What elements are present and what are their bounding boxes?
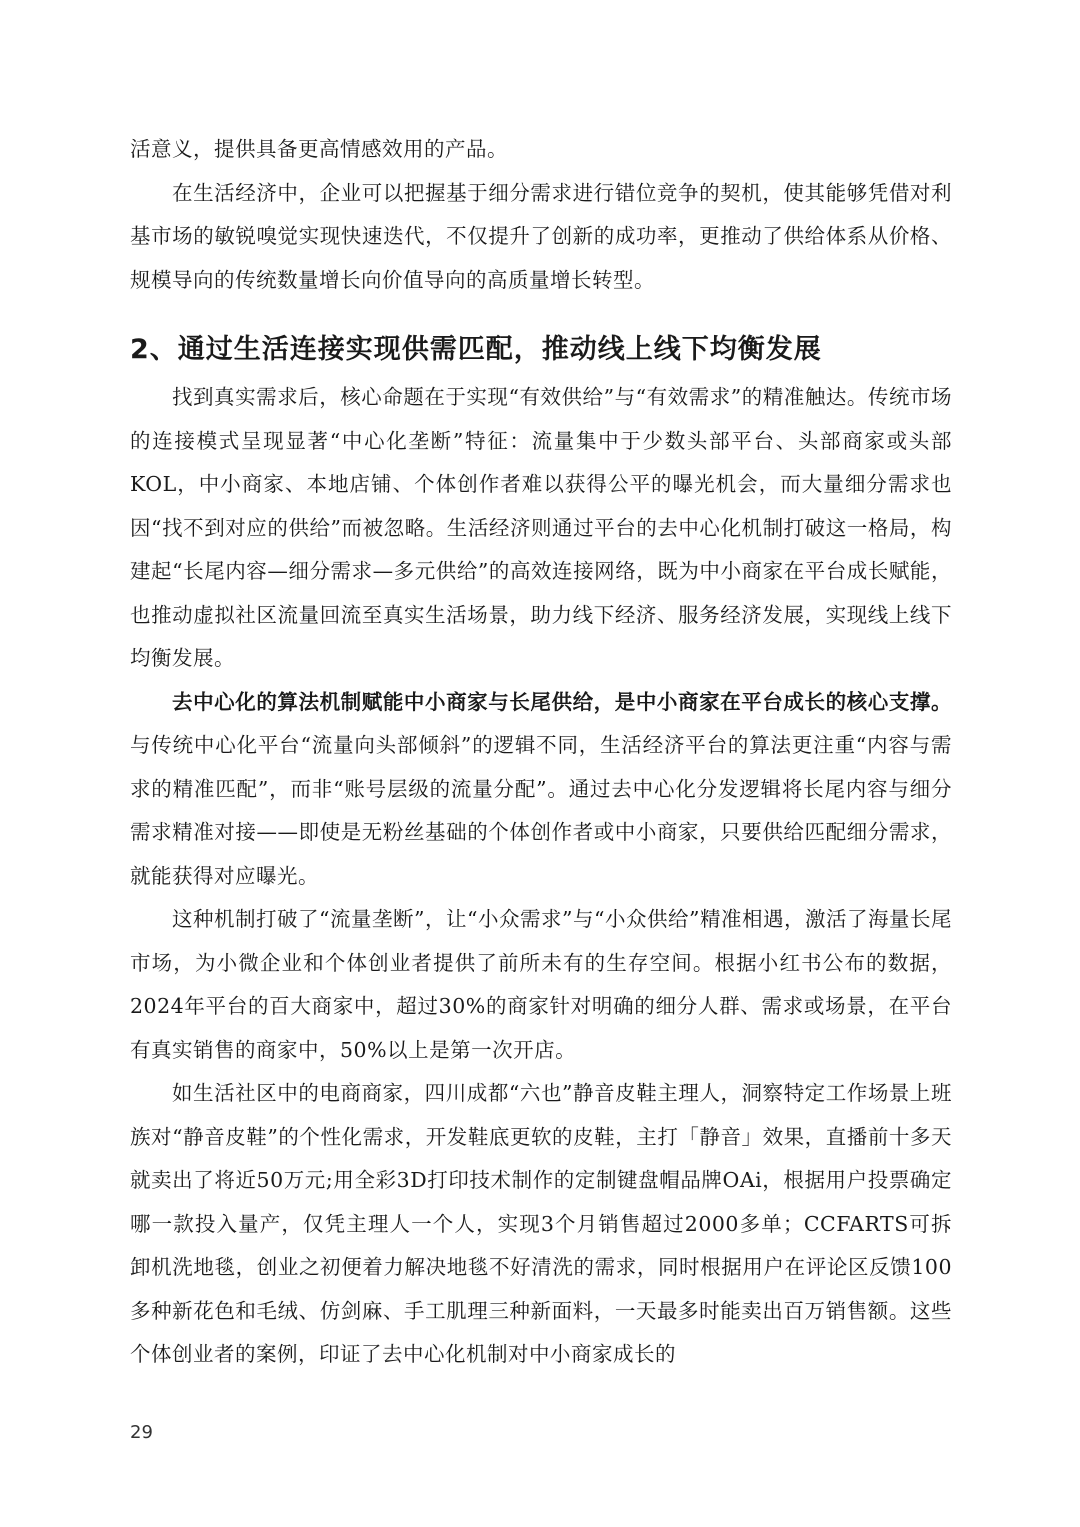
paragraph-body-text: 与传统中心化平台“流量向头部倾斜”的逻辑不同，生活经济平台的算法更注重“内容与需求的精准匹配”，而非“账号层级的流量分配”。通过去中心化分发逻辑将长尾内容与细分需求精准对接——即使是无粉丝基础的个体创作者或中小商家，只要供给匹配细分需求，就能获得对应曝光。 (130, 733, 952, 888)
paragraph-decentralized-algorithm (130, 681, 952, 899)
paragraph-continuation: 活意义，提供具备更高情感效用的产品。 (130, 137, 508, 161)
paragraph-niche-competition: 在生活经济中，企业可以把握基于细分需求进行错位竞争的契机，使其能够凭借对利基市场的敏锐嗅觉实现快速迭代，不仅提升了创新的成功率，更推动了供给体系从价格、规模导向的传统数量增长向价值导向的高质量增长转型。 (130, 180, 952, 292)
section-heading: 2、通过生活连接实现供需匹配，推动线上线下均衡发展 (130, 334, 822, 365)
paragraph-bold-lead: 去中心化的算法机制赋能中小商家与长尾供给，是中小商家在平台成长的核心支撑。 (172, 689, 952, 714)
paragraph-long-tail-market: 这种机制打破了“流量垄断”，让“小众需求”与“小众供给”精准相遇，激活了海量长尾市场，为小微企业和个体创业者提供了前所未有的生存空间。根据小红书公布的数据，2024年平台的百大商家中，超过30%的商家针对明确的细分人群、需求或场景，在平台有真实销售的商家中，50%以上是第一次开店。 (130, 907, 952, 1062)
paragraph-supply-demand-matching: 找到真实需求后，核心命题在于实现“有效供给”与“有效需求”的精准触达。传统市场的连接模式呈现显著“中心化垄断”特征：流量集中于少数头部平台、头部商家或头部KOL，中小商家、本地店铺、个体创作者难以获得公平的曝光机会，而大量细分需求也因“找不到对应的供给”而被忽略。生活经济则通过平台的去中心化机制打破这一格局，构建起“长尾内容—细分需求—多元供给”的高效连接网络，既为中小商家在平台成长赋能，也推动虚拟社区流量回流至真实生活场景，助力线下经济、服务经济发展，实现线上线下均衡发展。 (130, 385, 952, 670)
page-number: 29 (130, 1422, 153, 1443)
page-content (130, 128, 952, 1377)
paragraph-merchant-cases: 如生活社区中的电商商家，四川成都“六也”静音皮鞋主理人，洞察特定工作场景上班族对“静音皮鞋”的个性化需求，开发鞋底更软的皮鞋，主打「静音」效果，直播前十多天就卖出了将近50万元;用全彩3D打印技术制作的定制键盘帽品牌OAi，根据用户投票确定哪一款投入量产，仅凭主理人一个人，实现3个月销售超过2000多单；CCFARTS可拆卸机洗地毯，创业之初便着力解决地毯不好清洗的需求，同时根据用户在评论区反馈100多种新花色和毛绒、仿剑麻、手工肌理三种新面料，一天最多时能卖出百万销售额。这些个体创业者的案例，印证了去中心化机制对中小商家成长的 (130, 1081, 952, 1366)
